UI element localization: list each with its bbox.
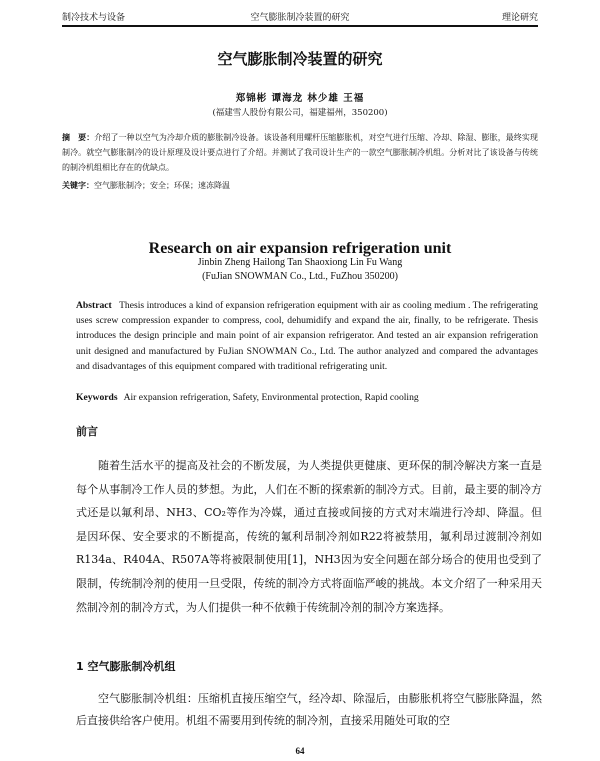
header-rule <box>62 25 538 27</box>
page-number: 64 <box>295 746 305 756</box>
keywords-chinese-label: 关键字： <box>62 180 94 190</box>
keywords-english-text: Air expansion refrigeration, Safety, Environmental protection, Rapid cooling <box>123 392 419 403</box>
section-heading-1: 1 空气膨胀制冷机组 <box>76 660 176 673</box>
paper-title-english: Research on air expansion refrigeration unit <box>148 240 452 257</box>
running-header-section: 理论研究 <box>501 13 538 23</box>
keywords-chinese <box>62 178 538 193</box>
paper-title-chinese: 空气膨胀制冷装置的研究 <box>217 50 383 68</box>
authors-english: Jinbin Zheng Hailong Tan Shaoxiong Lin Fu Wang <box>197 257 403 268</box>
running-header-journal: 制冷技术与设备 <box>62 13 126 23</box>
running-header-title: 空气膨胀制冷装置的研究 <box>250 13 350 23</box>
abstract-chinese-label: 摘 要： <box>62 132 95 142</box>
abstract-english-text: Thesis introduces a kind of expansion refrigeration equipment with air as cooling medium . The refrigerating uses screw compression expander to compress, cool, dehumidify and expand the air, finally, to be refrigerate. Thesis introduces the design principle and main point of air expansion refrigerator. And tested an air expansion refrigeration unit designed and manufactured by FuJian SNOWMAN Co., Ltd. The author analyzed and compared the advantages and disadvantages of this equipment compared with traditional refrigerating unit. <box>76 300 538 372</box>
abstract-english-label: Abstract <box>76 300 112 311</box>
abstract-chinese <box>62 130 538 175</box>
keywords-english-label: Keywords <box>76 392 118 403</box>
section-heading-intro: 前言 <box>76 425 98 438</box>
authors-chinese: 郑锦彬 谭海龙 林少雄 王福 <box>235 93 365 104</box>
affiliation-english: (FuJian SNOWMAN Co., Ltd., FuZhou 350200) <box>202 271 398 282</box>
abstract-english <box>76 298 538 374</box>
keywords-english <box>76 391 538 405</box>
keywords-chinese-text: 空气膨胀制冷；安全；环保；速冻降温 <box>94 181 230 190</box>
abstract-chinese-text: 介绍了一种以空气为冷却介质的膨胀制冷设备。该设备利用螺杆压缩膨胀机，对空气进行压缩、冷却、除湿、膨胀，最终实现制冷。就空气膨胀制冷的设计原理及设计要点进行了介绍。并测试了我司设计生产的一款空气膨胀制冷机组。分析对比了该设备与传统的制冷机组相比存在的优缺点。 <box>62 133 538 172</box>
affiliation-chinese: (福建雪人股份有限公司，福建福州，350200) <box>212 108 388 118</box>
intro-paragraph: 随着生活水平的提高及社会的不断发展，为人类提供更健康、更环保的制冷解决方案一直是每个从事制冷工作人员的梦想。为此，人们在不断的探索新的制冷方式。目前，最主要的制冷方式还是以氟利昂、NH3、CO₂等作为冷媒，通过直接或间接的方式对末端进行冷却、降温。但是因环保、安全要求的不断提高，传统的氟利昂制冷剂如R22将被禁用，氟利昂过渡制冷剂如R134a、R404A、R507A等将被限制使用[1]，NH3因为安全问题在部分场合的使用也受到了限制，传统制冷剂的使用一旦受限，传统的制冷方式将面临严峻的挑战。本文介绍了一种采用天然制冷剂的制冷方式，为人们提供一种不依赖于传统制冷剂的制冷方案选择。 <box>76 459 542 614</box>
section-1-paragraph: 空气膨胀制冷机组：压缩机直接压缩空气，经冷却、除湿后，由膨胀机将空气膨胀降温，然后直接供给客户使用。机组不需要用到传统的制冷剂，直接采用随处可取的空 <box>76 692 542 727</box>
running-header <box>62 10 538 26</box>
